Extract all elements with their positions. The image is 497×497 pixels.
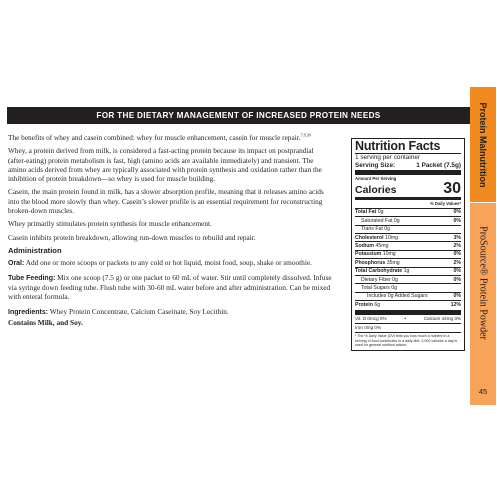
ingredients-text: Whey Protein Concentrate, Calcium Caseinate, Soy Lecithin. — [49, 307, 229, 317]
nutrient-dv: 0% — [453, 293, 461, 300]
side-tab-category-band — [470, 87, 496, 202]
side-tab-category: Protein Malnutrition — [478, 102, 488, 188]
intro-text: The benefits of whey and casein combined: whey for muscle enhancement, casein for muscle repair. — [8, 133, 301, 142]
nutrient-row-phosphorus — [355, 258, 461, 266]
calories-value: 30 — [443, 180, 461, 197]
nutrient-row-total-carbohydrate — [355, 267, 461, 275]
nutrient-label: Includes 0g Added Sugars — [367, 293, 428, 300]
nutrient-row-cholesterol — [355, 233, 461, 241]
whey-paragraph: Whey, a protein derived from milk, is considered a fast-acting protein because its impact on postprandial (after-eating) protein metabolism is fast, high (amino acids are available immediately) and transient. The amino acids derived from whey are typically associated with protein synthesis and oxidation rather than the inhibition of protein breakdown—so whey is used for muscle building. — [8, 146, 322, 184]
medium-rule — [355, 197, 461, 200]
nutrient-amount: 0g — [392, 276, 398, 283]
nutrient-row-total-fat — [355, 208, 461, 216]
nutrient-row-dietary-fiber — [355, 275, 461, 283]
servings-per-container: 1 serving per container — [355, 153, 461, 162]
nutrient-row-potassium — [355, 250, 461, 258]
nutrient-dv: 0% — [453, 217, 461, 224]
nutrient-label: Phosphorus — [355, 259, 386, 266]
reference-superscript: 7,8,38 — [300, 132, 311, 138]
iron: Iron 0mg 0% — [355, 325, 382, 331]
vitamin-mineral-row — [355, 316, 461, 324]
nutrient-amount: 35mg — [386, 259, 400, 266]
amount-per-serving: Amount Per Serving — [355, 176, 397, 181]
nutrient-amount: 0g — [393, 217, 400, 224]
nutrient-amount: 10mg — [385, 234, 398, 241]
nutrient-label: Trans — [361, 226, 374, 233]
nutrient-dv: 2% — [453, 243, 461, 250]
nutrient-dv: 2% — [453, 259, 461, 266]
daily-value-footnote: * The % Daily Value (DV) tells you how much a nutrient in a serving of food contributes to a daily diet. 2,000 calories a day is used for general nutrition advice. — [355, 332, 461, 348]
nutrient-dv: 3% — [453, 234, 461, 241]
serving-size-value: 1 Packet (7.5g) — [416, 161, 461, 169]
nutrient-row-sodium — [355, 241, 461, 249]
oral-instructions — [8, 258, 333, 268]
tube-label: Tube Feeding: — [8, 274, 56, 282]
section-header-title: FOR THE DIETARY MANAGEMENT OF INCREASED PROTEIN NEEDS — [96, 111, 381, 120]
thick-rule — [355, 170, 461, 175]
nutrient-label: Total Carbohydrate — [355, 268, 403, 275]
nutrient-row-trans-fat — [355, 225, 461, 233]
nutrient-label: Saturated Fat — [361, 217, 393, 224]
nutrient-amount: 0g — [377, 209, 384, 216]
tube-text: Mix one scoop (7.5 g) or one packet to 60 mL of water. Stir until completely dissolved. Infuse via syringe down feeding tube. Flush tube with 30-60 mL water before and after administration. Can be mixed with enteral formula. — [8, 272, 332, 302]
ingredients — [8, 307, 333, 317]
serving-size — [355, 162, 461, 170]
whey-summary: Whey primarily stimulates protein synthesis for muscle enhancement. — [8, 219, 212, 229]
bullet-separator: • — [404, 316, 406, 322]
nutrient-dv: 0% — [453, 276, 461, 283]
nutrient-amount: 0g — [391, 285, 398, 291]
nutrient-label: Total Fat — [355, 209, 377, 216]
vitamin-d: Vit. D 0mcg 0% — [355, 316, 387, 322]
page-number: 45 — [478, 387, 488, 396]
nutrient-label: Total Sugars — [361, 285, 390, 291]
nutrition-title: Nutrition Facts — [355, 139, 441, 153]
nutrient-label: Protein — [355, 301, 373, 308]
daily-values-header: % Daily Values* — [430, 201, 461, 207]
nutrient-row-added-sugars — [355, 292, 461, 300]
nutrient-label: Cholesterol — [355, 234, 384, 241]
calories-row — [355, 181, 461, 196]
ingredients-label: Ingredients: — [8, 309, 49, 317]
side-tab-product: ProSource® Protein Powder — [477, 226, 489, 340]
nutrient-dv: 0% — [453, 209, 461, 216]
oral-text: Add one or more scoops or packets to any cold or hot liquid, moist food, soup, shake or smoothie. — [25, 258, 312, 268]
nutrient-dv: 12% — [450, 301, 461, 308]
casein-paragraph: Casein, the main protein found in milk, has a slower absorption profile, meaning that it releases amino acids into the blood more slowly than whey. Casein’s slower profile is an essential requirement for reconstructing broken-down muscles. — [8, 187, 324, 216]
nutrient-amount: 6g — [374, 301, 381, 308]
tube-instructions — [8, 273, 333, 302]
side-tab — [470, 87, 496, 405]
casein-summary: Casein inhibits protein breakdown, allowing run-down muscles to rebuild and repair. — [8, 232, 256, 242]
calcium: Calcium 44mg 3% — [423, 316, 461, 322]
nutrient-amount: 45mg — [375, 243, 389, 250]
nutrient-row-total-sugars — [355, 283, 461, 291]
thick-rule-bottom — [355, 310, 461, 315]
nutrient-label: Sodium — [355, 243, 375, 250]
oral-label: Oral: — [8, 260, 25, 268]
calories-label: Calories — [355, 184, 397, 196]
nutrient-dv: 0% — [453, 251, 461, 258]
nutrient-amount: 1g — [403, 268, 410, 275]
nutrient-row-protein — [355, 300, 461, 308]
nutrient-label: Potassium — [355, 251, 382, 258]
section-header — [7, 107, 470, 124]
intro-paragraph — [8, 133, 333, 142]
nutrient-dv: 0% — [453, 268, 461, 275]
nutrient-row-saturated-fat — [355, 216, 461, 224]
side-tab-divider — [470, 202, 496, 203]
nutrient-amount: 10mg — [382, 251, 396, 258]
nutrient-label: Dietary Fiber — [361, 276, 391, 283]
iron-row — [355, 323, 461, 332]
serving-size-label: Serving Size: — [355, 161, 396, 169]
nutrient-amount: Fat 0g — [375, 226, 391, 233]
allergen-statement: Contains Milk, and Soy. — [8, 317, 83, 327]
body-column — [8, 133, 333, 331]
nutrition-facts-panel — [351, 138, 465, 351]
administration-heading: Administration — [8, 245, 62, 255]
